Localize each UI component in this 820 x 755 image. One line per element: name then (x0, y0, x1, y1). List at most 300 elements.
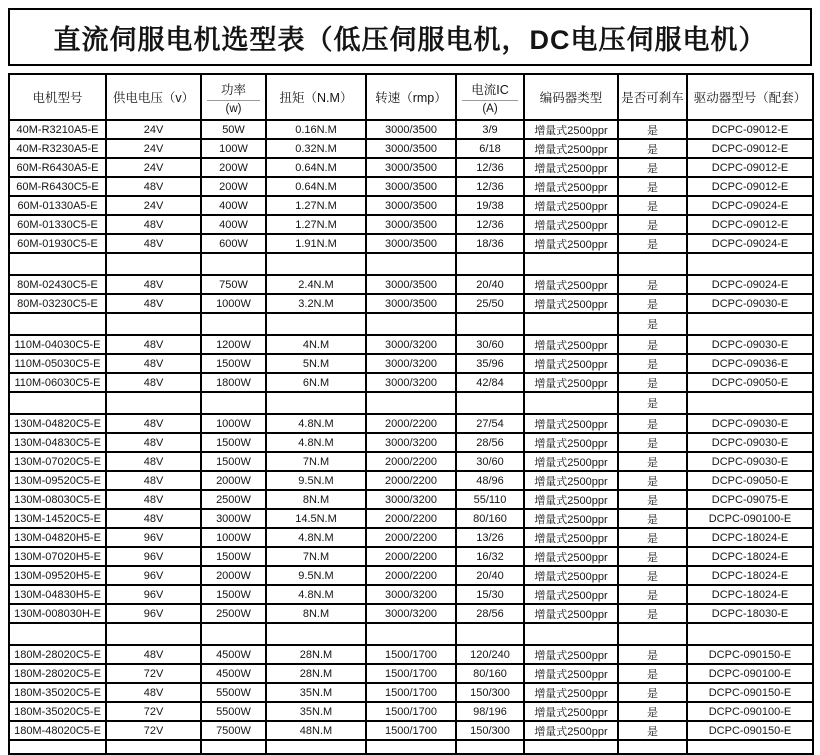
table-cell: 48V (106, 335, 201, 354)
table-cell: 是 (618, 294, 687, 313)
table-cell: 30/60 (456, 452, 524, 471)
table-cell: 400W (201, 215, 266, 234)
table-cell: 增量式2500ppr (524, 547, 618, 566)
table-cell: 48V (106, 275, 201, 294)
table-cell: DCPC-090100-E (687, 702, 813, 721)
table-cell: 24V (106, 158, 201, 177)
table-cell: 是 (618, 158, 687, 177)
table-cell: 2500W (201, 604, 266, 623)
table-cell: 3000/3500 (366, 196, 456, 215)
table-cell: 130M-008030H-E (9, 604, 106, 623)
table-row (9, 294, 813, 313)
table-cell: 60M-01930C5-E (9, 234, 106, 253)
table-cell: 150/300 (456, 683, 524, 702)
table-cell: 3/9 (456, 120, 524, 139)
table-cell: 是 (618, 585, 687, 604)
table-cell (201, 253, 266, 275)
table-cell: 1800W (201, 373, 266, 392)
table-cell: 200W (201, 177, 266, 196)
table-cell: 3000/3200 (366, 373, 456, 392)
table-cell: 4.8N.M (266, 414, 366, 433)
table-cell: 120/240 (456, 645, 524, 664)
col-header-torque: 扭矩（N.M） (266, 74, 366, 120)
table-cell (106, 740, 201, 754)
table-cell: DCPC-09050-E (687, 373, 813, 392)
separator-row (9, 392, 813, 414)
table-cell: 1.27N.M (266, 215, 366, 234)
table-cell: 是 (618, 177, 687, 196)
table-cell: 98/196 (456, 702, 524, 721)
table-row (9, 509, 813, 528)
separator-row (9, 253, 813, 275)
table-cell (456, 392, 524, 414)
table-cell: 增量式2500ppr (524, 490, 618, 509)
table-cell: 42/84 (456, 373, 524, 392)
table-cell: 0.32N.M (266, 139, 366, 158)
table-row (9, 471, 813, 490)
table-cell: 48V (106, 373, 201, 392)
table-cell: 2000/2200 (366, 452, 456, 471)
table-cell: 150/300 (456, 721, 524, 740)
page-title: 直流伺服电机选型表（低压伺服电机，DC电压伺服电机） (8, 8, 812, 66)
table-row (9, 490, 813, 509)
table-cell: 72V (106, 702, 201, 721)
table-cell: 1.91N.M (266, 234, 366, 253)
table-cell: 4.8N.M (266, 433, 366, 452)
table-cell: 增量式2500ppr (524, 294, 618, 313)
table-cell (201, 740, 266, 754)
table-cell: 是 (618, 471, 687, 490)
table-cell: 是 (618, 664, 687, 683)
table-row (9, 373, 813, 392)
table-cell: 增量式2500ppr (524, 702, 618, 721)
table-cell: 48/96 (456, 471, 524, 490)
table-cell: 4N.M (266, 335, 366, 354)
table-cell: 12/36 (456, 158, 524, 177)
table-cell: 1500W (201, 585, 266, 604)
table-cell: 48V (106, 490, 201, 509)
table-cell: 1500W (201, 452, 266, 471)
table-cell: 40M-R3230A5-E (9, 139, 106, 158)
table-cell: 72V (106, 721, 201, 740)
separator-row (9, 740, 813, 754)
table-cell: 1500/1700 (366, 721, 456, 740)
table-cell: DCPC-09075-E (687, 490, 813, 509)
table-cell: 是 (618, 645, 687, 664)
table-cell: 18/36 (456, 234, 524, 253)
table-cell: 是 (618, 721, 687, 740)
table-cell: 0.16N.M (266, 120, 366, 139)
table-cell: 增量式2500ppr (524, 373, 618, 392)
table-cell: DCPC-18024-E (687, 566, 813, 585)
table-cell: 48V (106, 234, 201, 253)
table-cell: 28/56 (456, 433, 524, 452)
table-cell: 80M-03230C5-E (9, 294, 106, 313)
table-cell: 35N.M (266, 702, 366, 721)
table-row (9, 452, 813, 471)
table-cell: 48V (106, 177, 201, 196)
table-cell (106, 392, 201, 414)
table-cell (687, 623, 813, 645)
table-cell: 3000/3500 (366, 294, 456, 313)
table-cell: 80/160 (456, 664, 524, 683)
table-cell: 12/36 (456, 215, 524, 234)
table-cell (9, 253, 106, 275)
table-cell: 增量式2500ppr (524, 275, 618, 294)
table-cell: DCPC-090150-E (687, 721, 813, 740)
table-cell: 增量式2500ppr (524, 196, 618, 215)
table-cell: 是 (618, 335, 687, 354)
table-cell: 是 (618, 373, 687, 392)
table-cell: 是 (618, 452, 687, 471)
table-cell: 1500W (201, 547, 266, 566)
table-cell: 1500W (201, 433, 266, 452)
table-row (9, 547, 813, 566)
table-cell: 增量式2500ppr (524, 158, 618, 177)
table-cell: 200W (201, 158, 266, 177)
table-cell: 增量式2500ppr (524, 471, 618, 490)
table-row (9, 234, 813, 253)
table-cell: 110M-04030C5-E (9, 335, 106, 354)
table-cell: 增量式2500ppr (524, 566, 618, 585)
table-cell (366, 313, 456, 335)
table-cell: 180M-28020C5-E (9, 664, 106, 683)
table-cell: 增量式2500ppr (524, 721, 618, 740)
table-cell: DCPC-09024-E (687, 196, 813, 215)
table-cell: 12/36 (456, 177, 524, 196)
col-header-model: 电机型号 (9, 74, 106, 120)
table-row (9, 585, 813, 604)
table-cell: 2000/2200 (366, 566, 456, 585)
table-cell: 35N.M (266, 683, 366, 702)
table-cell: 2500W (201, 490, 266, 509)
table-cell: 130M-04820C5-E (9, 414, 106, 433)
table-cell: DCPC-09050-E (687, 471, 813, 490)
table-cell: 3000/3200 (366, 490, 456, 509)
table-cell: 60M-01330A5-E (9, 196, 106, 215)
separator-row (9, 623, 813, 645)
table-cell (201, 623, 266, 645)
table-cell: 是 (618, 566, 687, 585)
table-cell: 增量式2500ppr (524, 335, 618, 354)
table-cell: 100W (201, 139, 266, 158)
table-row (9, 721, 813, 740)
table-cell: 28/56 (456, 604, 524, 623)
table-cell: DCPC-18024-E (687, 585, 813, 604)
table-cell: 增量式2500ppr (524, 452, 618, 471)
table-cell: 20/40 (456, 566, 524, 585)
table-cell: 60M-R6430C5-E (9, 177, 106, 196)
table-cell: 7N.M (266, 452, 366, 471)
table-cell: 2000/2200 (366, 414, 456, 433)
table-cell: 60M-01330C5-E (9, 215, 106, 234)
table-cell: 是 (618, 275, 687, 294)
table-cell (266, 623, 366, 645)
table-cell (687, 313, 813, 335)
table-cell: 9.5N.M (266, 471, 366, 490)
table-cell (201, 392, 266, 414)
table-cell (266, 392, 366, 414)
table-cell: 13/26 (456, 528, 524, 547)
col-header-speed: 转速（rmp） (366, 74, 456, 120)
table-cell: DCPC-09012-E (687, 215, 813, 234)
table-cell: 是 (618, 215, 687, 234)
table-cell: 增量式2500ppr (524, 509, 618, 528)
table-cell (266, 740, 366, 754)
table-cell (524, 392, 618, 414)
table-cell (456, 623, 524, 645)
table-cell: 是 (618, 196, 687, 215)
table-cell: 是 (618, 392, 687, 414)
table-cell: 是 (618, 414, 687, 433)
table-cell: 48V (106, 683, 201, 702)
table-cell: 60M-R6430A5-E (9, 158, 106, 177)
table-cell (618, 740, 687, 754)
table-cell: 是 (618, 120, 687, 139)
table-cell: 48V (106, 509, 201, 528)
table-cell: DCPC-09036-E (687, 354, 813, 373)
table-cell: DCPC-09030-E (687, 452, 813, 471)
table-cell: 1000W (201, 414, 266, 433)
table-cell (618, 623, 687, 645)
table-row (9, 335, 813, 354)
table-cell (524, 740, 618, 754)
table-cell: 130M-09520C5-E (9, 471, 106, 490)
table-cell: DCPC-09024-E (687, 234, 813, 253)
table-cell (366, 253, 456, 275)
table-cell: 5N.M (266, 354, 366, 373)
table-cell: 600W (201, 234, 266, 253)
table-cell: DCPC-09030-E (687, 433, 813, 452)
table-cell: 48V (106, 471, 201, 490)
table-cell: 6N.M (266, 373, 366, 392)
header-row (9, 74, 813, 120)
table-cell: 增量式2500ppr (524, 177, 618, 196)
table-cell: 19/38 (456, 196, 524, 215)
table-cell: 2000/2200 (366, 547, 456, 566)
table-cell: 110M-05030C5-E (9, 354, 106, 373)
table-cell: 5500W (201, 683, 266, 702)
table-cell: 是 (618, 313, 687, 335)
table-cell (524, 313, 618, 335)
table-cell: 48V (106, 645, 201, 664)
table-cell: 3000/3200 (366, 585, 456, 604)
table-cell: 96V (106, 566, 201, 585)
table-cell: 8N.M (266, 490, 366, 509)
table-cell: 3000/3500 (366, 177, 456, 196)
table-cell: DCPC-18024-E (687, 528, 813, 547)
table-cell: 3000W (201, 509, 266, 528)
table-cell: 0.64N.M (266, 158, 366, 177)
table-cell: 48V (106, 294, 201, 313)
page (8, 8, 812, 755)
table-cell: 80M-02430C5-E (9, 275, 106, 294)
table-cell: 增量式2500ppr (524, 683, 618, 702)
table-cell: 14.5N.M (266, 509, 366, 528)
table-cell: 130M-07020H5-E (9, 547, 106, 566)
table-cell: DCPC-09030-E (687, 335, 813, 354)
table-cell: 130M-04820H5-E (9, 528, 106, 547)
table-cell: 1200W (201, 335, 266, 354)
table-cell: 3.2N.M (266, 294, 366, 313)
table-cell: 35/96 (456, 354, 524, 373)
table-cell (687, 392, 813, 414)
table-cell: DCPC-09012-E (687, 158, 813, 177)
table-cell: 4500W (201, 664, 266, 683)
table-cell: 55/110 (456, 490, 524, 509)
table-row (9, 702, 813, 721)
table-cell: 130M-07020C5-E (9, 452, 106, 471)
table-cell (9, 392, 106, 414)
table-cell: 是 (618, 234, 687, 253)
table-row (9, 354, 813, 373)
table-cell (366, 392, 456, 414)
table-cell: 是 (618, 509, 687, 528)
table-cell: 3000/3500 (366, 139, 456, 158)
table-cell: 2.4N.M (266, 275, 366, 294)
table-cell: 130M-09520H5-E (9, 566, 106, 585)
table-row (9, 215, 813, 234)
table-cell: 15/30 (456, 585, 524, 604)
table-cell: 400W (201, 196, 266, 215)
table-cell (266, 313, 366, 335)
table-row (9, 275, 813, 294)
table-cell: 48N.M (266, 721, 366, 740)
table-cell: 增量式2500ppr (524, 120, 618, 139)
table-cell: 1000W (201, 528, 266, 547)
table-cell: 130M-14520C5-E (9, 509, 106, 528)
table-cell (687, 740, 813, 754)
table-cell: 4.8N.M (266, 528, 366, 547)
table-cell: 增量式2500ppr (524, 664, 618, 683)
table-cell: 48V (106, 452, 201, 471)
table-cell: 28N.M (266, 664, 366, 683)
table-cell: 1500/1700 (366, 645, 456, 664)
table-cell: 110M-06030C5-E (9, 373, 106, 392)
table-cell (106, 253, 201, 275)
table-cell: DCPC-18024-E (687, 547, 813, 566)
table-cell: 48V (106, 414, 201, 433)
table-row (9, 528, 813, 547)
table-cell (366, 740, 456, 754)
table-row (9, 433, 813, 452)
table-cell: 7N.M (266, 547, 366, 566)
table-cell: 增量式2500ppr (524, 414, 618, 433)
table-row (9, 158, 813, 177)
table-cell: DCPC-09024-E (687, 275, 813, 294)
table-cell: 3000/3200 (366, 335, 456, 354)
table-cell: 96V (106, 547, 201, 566)
table-cell: 3000/3500 (366, 234, 456, 253)
table-row (9, 139, 813, 158)
table-cell: 0.64N.M (266, 177, 366, 196)
table-cell: 27/54 (456, 414, 524, 433)
table-cell (9, 740, 106, 754)
table-cell: DCPC-090100-E (687, 664, 813, 683)
table-cell: 24V (106, 196, 201, 215)
table-cell: 130M-04830C5-E (9, 433, 106, 452)
table-cell: 72V (106, 664, 201, 683)
table-cell: 180M-48020C5-E (9, 721, 106, 740)
table-row (9, 566, 813, 585)
table-cell: DCPC-09030-E (687, 294, 813, 313)
table-cell: 3000/3500 (366, 215, 456, 234)
table-cell: 7500W (201, 721, 266, 740)
table-cell: 180M-35020C5-E (9, 702, 106, 721)
table-cell: 9.5N.M (266, 566, 366, 585)
table-row (9, 177, 813, 196)
table-cell (201, 313, 266, 335)
table-cell: 2000/2200 (366, 528, 456, 547)
table-cell (618, 253, 687, 275)
table-cell: 是 (618, 354, 687, 373)
table-row (9, 196, 813, 215)
table-cell: 是 (618, 139, 687, 158)
table-cell: 48V (106, 433, 201, 452)
table-row (9, 120, 813, 139)
table-cell: 是 (618, 702, 687, 721)
table-cell: 1.27N.M (266, 196, 366, 215)
table-cell: DCPC-09012-E (687, 139, 813, 158)
table-cell (456, 740, 524, 754)
table-cell: DCPC-09012-E (687, 177, 813, 196)
table-cell (9, 313, 106, 335)
col-header-brake: 是否可刹车 (618, 74, 687, 120)
table-cell (106, 623, 201, 645)
table-cell: 96V (106, 604, 201, 623)
table-cell: 180M-28020C5-E (9, 645, 106, 664)
table-cell: 20/40 (456, 275, 524, 294)
col-header-current: 电流IC (A) (456, 74, 524, 120)
table-row (9, 664, 813, 683)
table-cell: 增量式2500ppr (524, 139, 618, 158)
table-cell: 40M-R3210A5-E (9, 120, 106, 139)
table-row (9, 604, 813, 623)
table-cell: 750W (201, 275, 266, 294)
table-cell: 增量式2500ppr (524, 585, 618, 604)
table-cell (456, 313, 524, 335)
table-cell: 48V (106, 215, 201, 234)
table-cell: 增量式2500ppr (524, 215, 618, 234)
table-cell: 是 (618, 547, 687, 566)
table-cell: 3000/3500 (366, 120, 456, 139)
table-cell: DCPC-090150-E (687, 645, 813, 664)
table-cell: 1500/1700 (366, 664, 456, 683)
table-cell: DCPC-090150-E (687, 683, 813, 702)
col-header-encoder: 编码器类型 (524, 74, 618, 120)
table-cell: 增量式2500ppr (524, 645, 618, 664)
table-cell: 1500/1700 (366, 702, 456, 721)
table-cell: 3000/3200 (366, 354, 456, 373)
table-cell: 130M-04830H5-E (9, 585, 106, 604)
table-cell (266, 253, 366, 275)
table-cell: DCPC-09030-E (687, 414, 813, 433)
table-cell: 180M-35020C5-E (9, 683, 106, 702)
table-cell: 48V (106, 354, 201, 373)
table-cell: 是 (618, 433, 687, 452)
table-cell: 25/50 (456, 294, 524, 313)
table-cell: 2000W (201, 566, 266, 585)
table-cell: 24V (106, 139, 201, 158)
table-cell: 28N.M (266, 645, 366, 664)
table-cell: 是 (618, 683, 687, 702)
col-header-voltage: 供电电压（v） (106, 74, 201, 120)
table-cell: 80/160 (456, 509, 524, 528)
table-cell: 4500W (201, 645, 266, 664)
separator-row (9, 313, 813, 335)
table-cell: 1000W (201, 294, 266, 313)
col-header-driver: 驱动器型号（配套） (687, 74, 813, 120)
